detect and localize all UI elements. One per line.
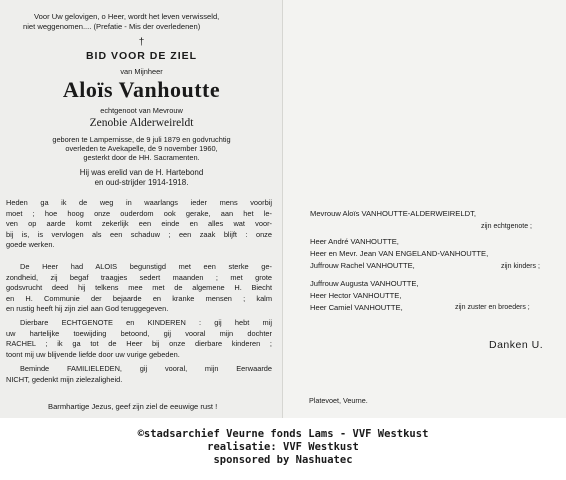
bio-line-3: gesterkt door de HH. Sacramenten.	[83, 153, 200, 162]
family-child-3: Juffrouw Rachel VANHOUTTE,	[310, 261, 415, 270]
right-panel	[283, 0, 566, 418]
text-line: De Heer had ALOIS begunstigd met een sterke ge-	[20, 262, 272, 271]
text-line: godsvrucht deed hij telkens mee met de algemene H. Biecht	[6, 283, 272, 292]
family-child-1: Heer André VANHOUTTE,	[310, 237, 399, 246]
family-sibling-3: Heer Camiel VANHOUTTE,	[310, 303, 403, 312]
paragraph-2	[6, 262, 272, 315]
cross-icon: †	[138, 37, 145, 48]
text-line: Beminde FAMILIELEDEN, gij vooral, mijn Eerwaarde	[20, 364, 272, 373]
quote-line-1: Voor Uw gelovigen, o Heer, wordt het leven verwisseld,	[34, 12, 220, 21]
text-line: goede werken.	[6, 240, 55, 249]
text-line: NICHT, gedenkt mijn zielezaligheid.	[6, 374, 123, 384]
family-child-2: Heer en Mevr. Jean VAN ENGELAND-VANHOUTTE,	[310, 249, 489, 258]
text-line: bij is, is vervlogen als een schaduw ; een zaak blijft : onze	[6, 229, 272, 239]
text-line: en rustig heeft hij zijn ziel aan God teruggegeven.	[6, 304, 169, 313]
family-sibling-1: Juffrouw Augusta VANHOUTTE,	[310, 279, 419, 288]
text-line: moet ; hoe hoog onze ouderdom ook gerake, aan het le-	[6, 208, 272, 218]
thanks-text: Danken U.	[489, 339, 544, 351]
family-wife: Mevrouw Aloïs VANHOUTTE-ALDERWEIRELDT,	[310, 209, 476, 218]
family-sibling-2: Heer Hector VANHOUTTE,	[310, 291, 402, 300]
text-line: en H. Communie der bejaarde en kranke mensen ; kalm	[6, 293, 272, 303]
text-line: uw hartelijke toewijding betoond, gij vooral mijn dochter	[6, 328, 272, 338]
deceased-name: Aloïs Vanhoutte	[62, 77, 221, 102]
family-children-role: zijn kinders ;	[501, 263, 540, 270]
paragraph-3	[6, 318, 272, 360]
paragraph-4	[6, 364, 272, 385]
caption-line-1: ©stadsarchief Veurne fonds Lams - VVF Westkust	[137, 428, 429, 440]
van-mijnheer: van Mijnheer	[120, 67, 163, 76]
printer-credit: Platevoet, Veurne.	[309, 396, 368, 405]
text-line: zondheid, zij begaf traagjes sedert maanden ; met grote	[6, 272, 272, 282]
family-wife-role: zijn echtgenote ;	[481, 223, 532, 230]
paragraph-1	[6, 198, 272, 251]
text-line: ven op aarde komt zekerlijk een einde en alles wat voor-	[6, 219, 272, 228]
bio-line-2: overleden te Avekapelle, de 9 november 1960,	[65, 144, 218, 153]
honor-line-2: en oud-strijder 1914-1918.	[94, 178, 189, 187]
echtgenoot-label: echtgenoot van Mevrouw	[100, 106, 183, 115]
quote-line-2: niet weggenomen.... (Prefatie - Mis der overledenen)	[23, 22, 201, 31]
text-line: Heden ga ik de weg in waarlangs ieder mens voorbij	[6, 198, 272, 207]
text-line: toont mij uw blijvende liefde door uw vurige gebeden.	[6, 349, 180, 359]
text-line: RACHEL ; ik ga tot de Heer bij onze dierbare kinderen ;	[6, 339, 272, 348]
bio-line-1: geboren te Lampernisse, de 9 juli 1879 en godvruchtig	[52, 135, 231, 144]
left-panel	[0, 0, 283, 418]
family-siblings-role: zijn zuster en broeders ;	[455, 304, 530, 311]
honor-line-1: Hij was erelid van de H. Hartebond	[79, 168, 204, 177]
closing-prayer: Barmhartige Jezus, geef zijn ziel de eeuwige rust !	[48, 402, 218, 411]
caption-line-2: realisatie: VVF Westkust	[207, 441, 359, 453]
heading: BID VOOR DE ZIEL	[85, 50, 198, 62]
wife-name: Zenobie Alderweireldt	[89, 117, 194, 129]
caption-line-3: sponsored by Nashuatec	[213, 454, 353, 466]
text-line: Dierbare ECHTGENOTE en KINDEREN : gij hebt mij	[20, 318, 272, 327]
